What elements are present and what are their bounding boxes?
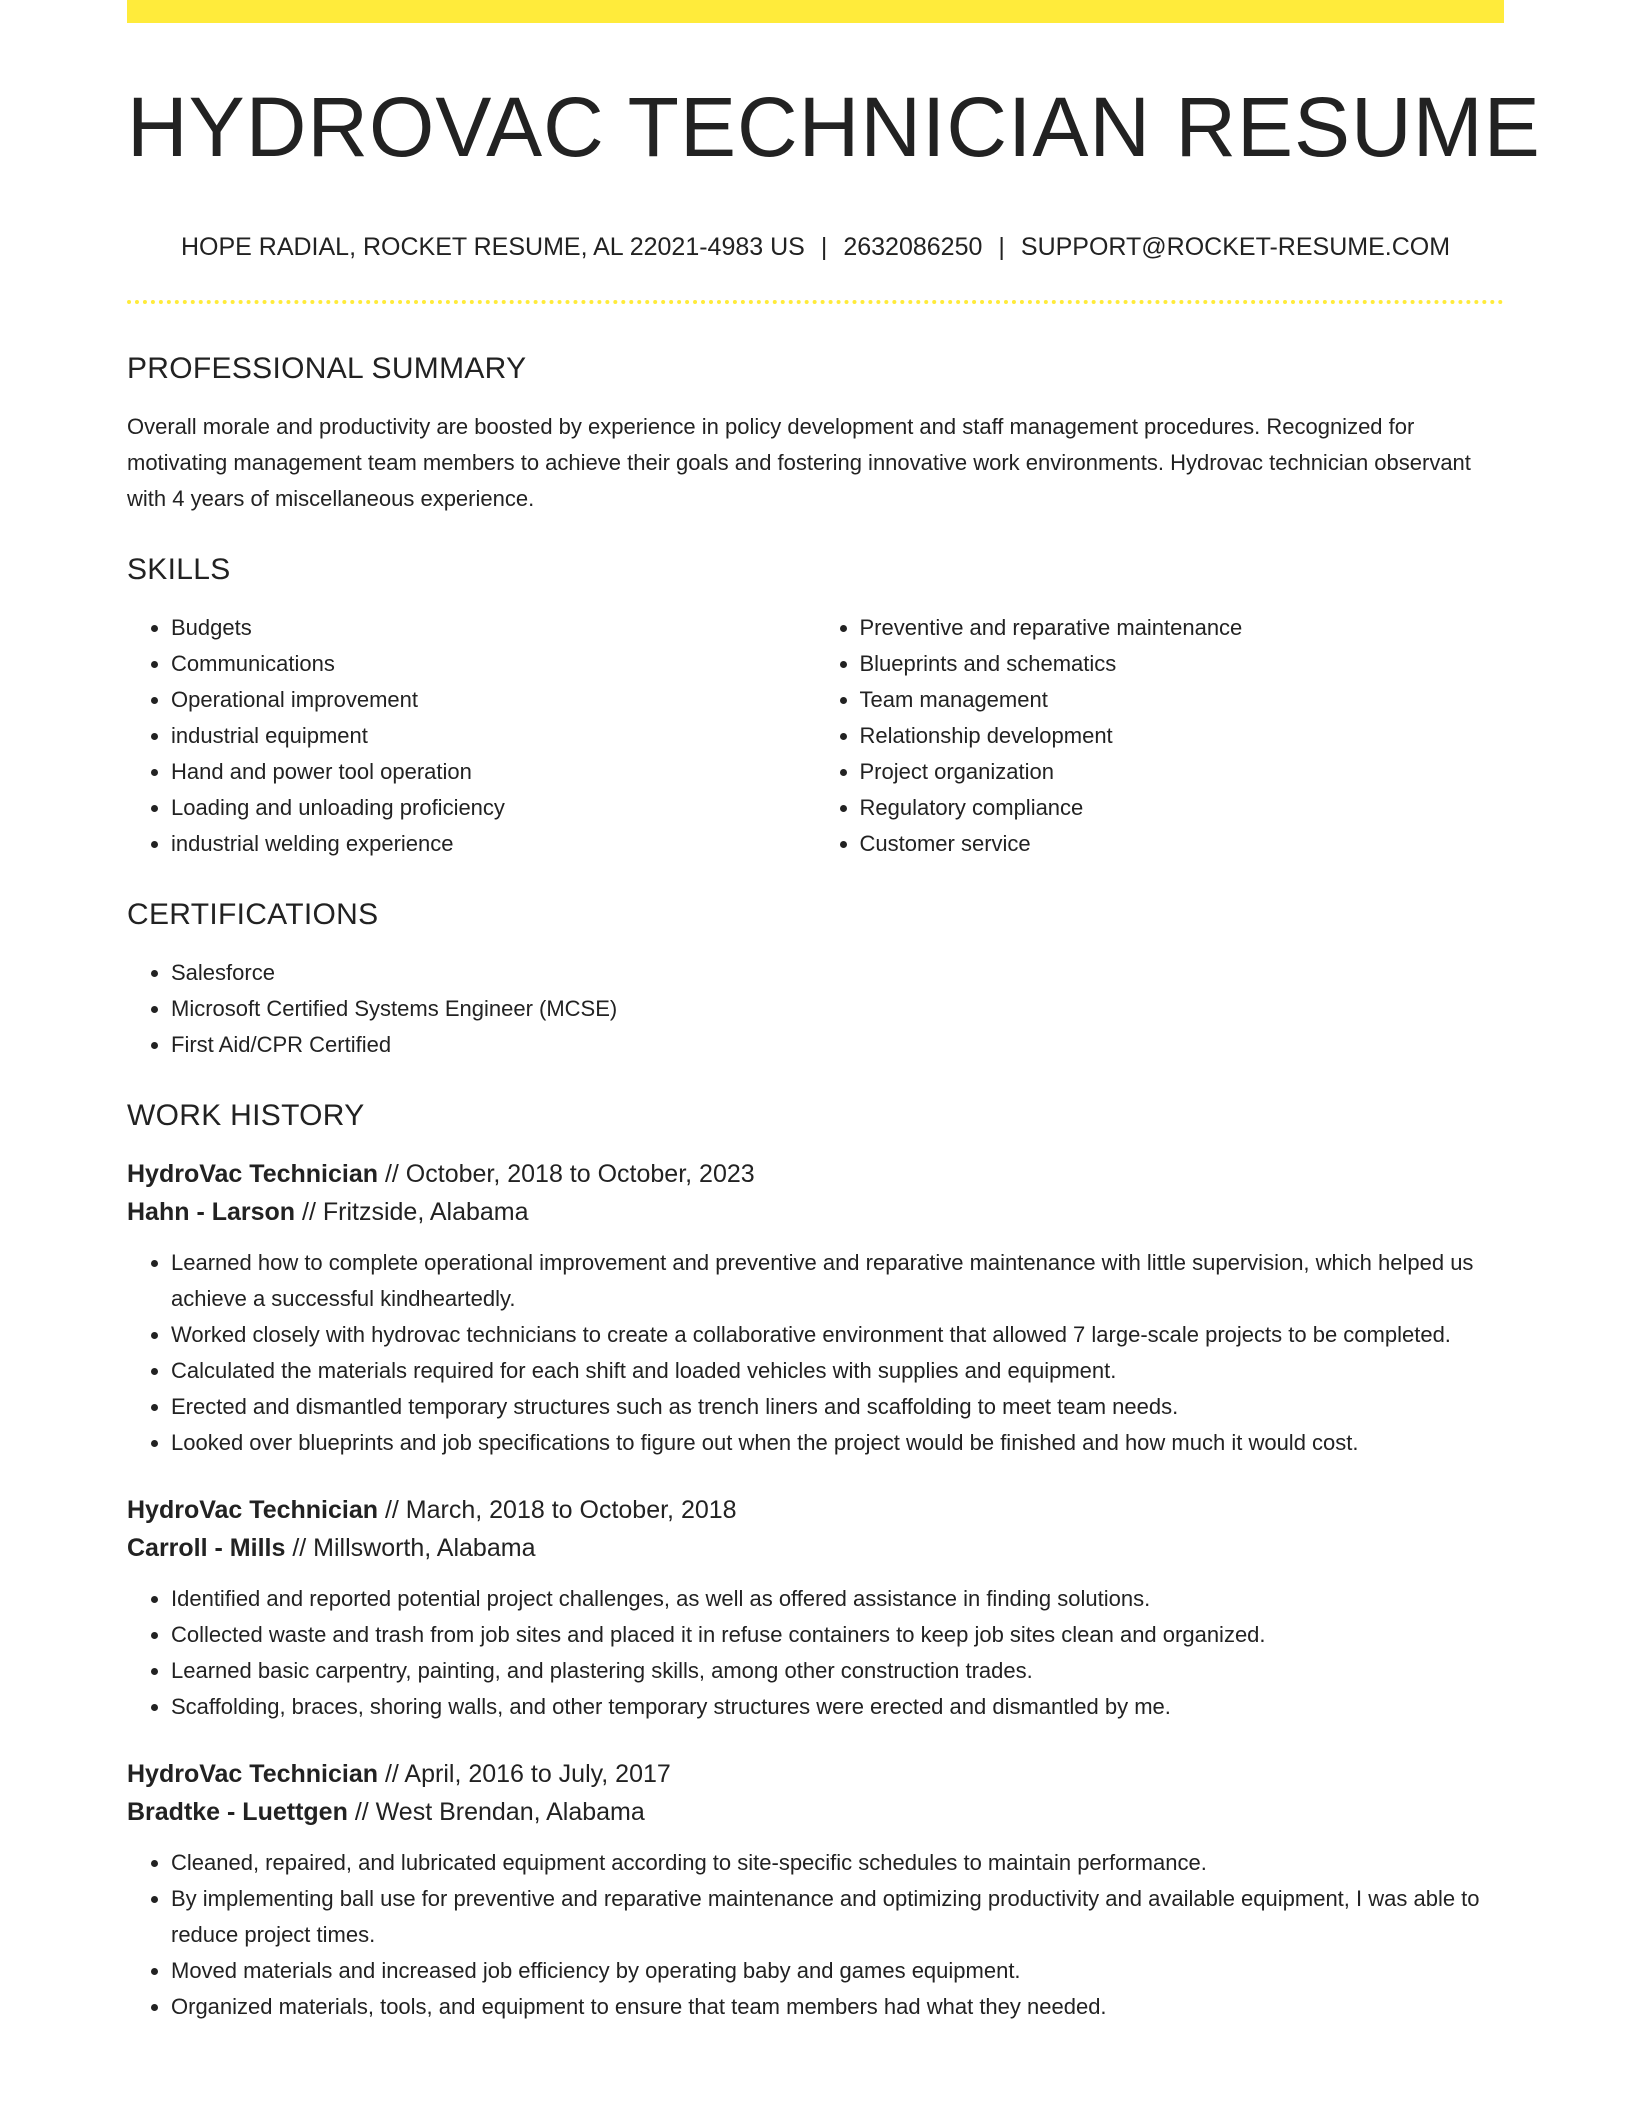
job-bullet: • Cleaned, repaired, and lubricated equipment according to site-specific schedules to maintain performance. <box>171 1845 1504 1881</box>
certification-item: • Salesforce <box>171 955 1504 991</box>
header-divider <box>127 300 1504 304</box>
contact-email: SUPPORT@ROCKET-RESUME.COM <box>1020 233 1451 261</box>
skill-item: • Customer service <box>860 826 1505 862</box>
job-dates: // October, 2018 to October, 2023 <box>384 1160 755 1188</box>
job-bullets <box>127 1845 1504 2025</box>
job-company: Bradtke - Luettgen <box>127 1798 348 1826</box>
job-bullet: • Calculated the materials required for each shift and loaded vehicles with supplies and equipment. <box>171 1353 1504 1389</box>
job-bullets <box>127 1581 1504 1725</box>
skills-column-left <box>127 610 816 862</box>
skill-item: • Loading and unloading proficiency <box>171 790 816 826</box>
skill-item: • industrial equipment <box>171 718 816 754</box>
skills-heading: SKILLS <box>127 553 231 586</box>
job-bullets <box>127 1245 1504 1461</box>
job-company-line <box>127 1529 1504 1567</box>
skills-columns <box>127 610 1504 862</box>
resume-page <box>127 0 1541 2025</box>
job-bullet: • Scaffolding, braces, shoring walls, and other temporary structures were erected and dismantled by me. <box>171 1689 1504 1725</box>
job-position: HydroVac Technician <box>127 1160 379 1188</box>
job-bullet: • By implementing ball use for preventive and reparative maintenance and optimizing productivity and available equipment, I was able to reduce project times. <box>171 1881 1504 1953</box>
skill-item: • industrial welding experience <box>171 826 816 862</box>
skill-item: • Preventive and reparative maintenance <box>860 610 1505 646</box>
job-bullet: • Learned basic carpentry, painting, and plastering skills, among other construction trades. <box>171 1653 1504 1689</box>
job-bullet: • Looked over blueprints and job specifications to figure out when the project would be finished and how much it would cost. <box>171 1425 1504 1461</box>
job-entry <box>127 1491 1504 1725</box>
skill-item: • Blueprints and schematics <box>860 646 1505 682</box>
summary-heading: PROFESSIONAL SUMMARY <box>127 352 527 385</box>
certification-item: • First Aid/CPR Certified <box>171 1027 1504 1063</box>
job-title-line <box>127 1491 1504 1529</box>
job-entry <box>127 1755 1504 2025</box>
certification-item: • Microsoft Certified Systems Engineer (MCSE) <box>171 991 1504 1027</box>
job-bullet: • Identified and reported potential project challenges, as well as offered assistance in finding solutions. <box>171 1581 1504 1617</box>
job-bullet: • Collected waste and trash from job sites and placed it in refuse containers to keep job sites clean and organized. <box>171 1617 1504 1653</box>
job-dates: // April, 2016 to July, 2017 <box>384 1760 671 1788</box>
skill-item: • Hand and power tool operation <box>171 754 816 790</box>
skill-item: • Budgets <box>171 610 816 646</box>
job-position: HydroVac Technician <box>127 1760 379 1788</box>
job-title-line <box>127 1155 1504 1193</box>
summary-text: Overall morale and productivity are boosted by experience in policy development and staff management procedures. Recognized for motivating management team members to achieve their goals and fostering innovative work environments. Hydrovac technician observant with 4 years of miscellaneous experience. <box>127 414 1471 511</box>
job-company-line <box>127 1793 1504 1831</box>
certifications-heading: CERTIFICATIONS <box>127 898 379 931</box>
resume-title: HYDROVAC TECHNICIAN RESUME <box>127 80 1541 174</box>
skill-item: • Team management <box>860 682 1505 718</box>
job-bullet: • Worked closely with hydrovac technicians to create a collaborative environment that allowed 7 large-scale projects to be completed. <box>171 1317 1504 1353</box>
skill-item: • Communications <box>171 646 816 682</box>
skill-item: • Regulatory compliance <box>860 790 1505 826</box>
work-history-heading: WORK HISTORY <box>127 1099 365 1132</box>
job-dates: // March, 2018 to October, 2018 <box>384 1496 737 1524</box>
certifications-list <box>127 955 1504 1063</box>
job-title-line <box>127 1755 1504 1793</box>
job-company-line <box>127 1193 1504 1231</box>
job-company: Hahn - Larson <box>127 1198 296 1226</box>
contact-separator: | <box>998 233 1005 261</box>
job-company: Carroll - Mills <box>127 1534 286 1562</box>
job-position: HydroVac Technician <box>127 1496 379 1524</box>
skills-column-right <box>816 610 1505 862</box>
contact-line <box>127 235 1504 260</box>
skill-item: • Operational improvement <box>171 682 816 718</box>
skill-item: • Project organization <box>860 754 1505 790</box>
job-bullet: • Learned how to complete operational improvement and preventive and reparative maintenance with little supervision, which helped us achieve a successful kindheartedly. <box>171 1245 1504 1317</box>
skill-item: • Relationship development <box>860 718 1505 754</box>
job-bullet: • Organized materials, tools, and equipment to ensure that team members had what they needed. <box>171 1989 1504 2025</box>
skills-list-left <box>127 610 816 862</box>
contact-separator: | <box>820 233 828 261</box>
skills-list-right <box>816 610 1505 862</box>
job-bullet: • Moved materials and increased job efficiency by operating baby and games equipment. <box>171 1953 1504 1989</box>
job-bullet: • Erected and dismantled temporary structures such as trench liners and scaffolding to meet team needs. <box>171 1389 1504 1425</box>
job-location: // Millsworth, Alabama <box>292 1534 536 1562</box>
contact-address: HOPE RADIAL, ROCKET RESUME, AL 22021-4983 US <box>180 233 805 261</box>
accent-bar <box>127 0 1504 23</box>
job-location: // West Brendan, Alabama <box>354 1798 645 1826</box>
job-entry <box>127 1155 1504 1461</box>
contact-phone: 2632086250 <box>843 233 983 261</box>
job-location: // Fritzside, Alabama <box>302 1198 529 1226</box>
